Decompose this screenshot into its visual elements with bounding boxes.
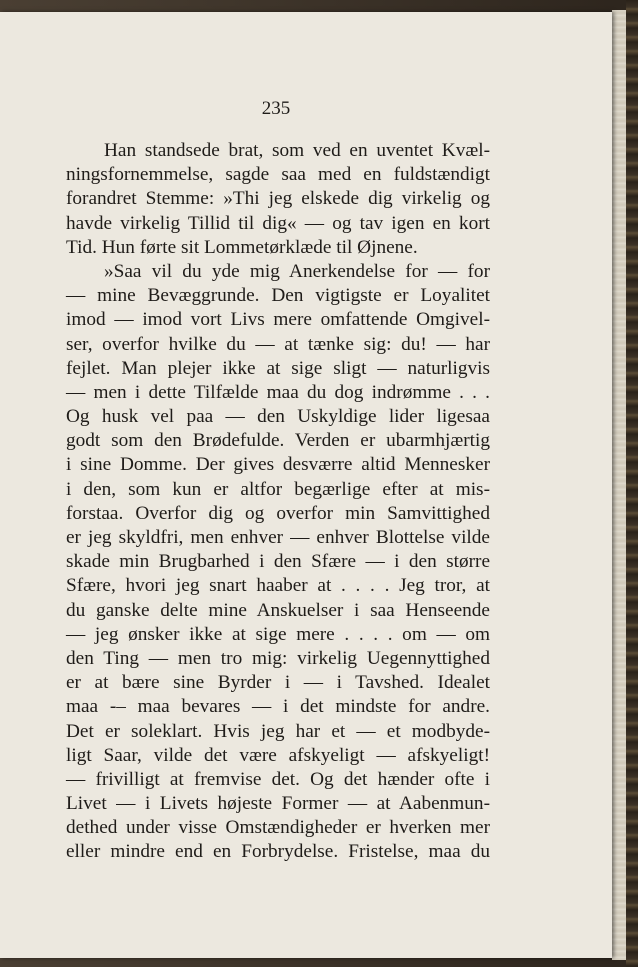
text-line: Livet — i Livets højeste Former — at Aabenmun- [66,793,490,815]
text-line: eller mindre end en Forbrydelse. Fristelse, maa du [66,841,490,863]
text-line: — jeg ønsker ikke at sige mere . . . . om — om [66,623,490,645]
text-line: imod — imod vort Livs mere omfattende Omgivel- [66,309,490,331]
text-line: Det er soleklart. Hvis jeg har et — et modbyde- [66,720,490,742]
text-line: Han standsede brat, som ved en uventet Kvæl- [104,140,490,161]
text-line: ningsfornemmelse, sagde saa med en fuldstændigt [66,164,490,186]
text-line: Sfære, hvori jeg snart haaber at . . . . Jeg tror, at [66,575,490,597]
text-line: du ganske delte mine Anskuelser i saa Henseende [66,599,490,621]
text-line: ser, overfor hvilke du — at tænke sig: du! — har [66,333,490,355]
page-stack-edge [612,10,626,960]
text-line: — mine Bevæggrunde. Den vigtigste er Loyalitet [66,285,490,307]
text-line: Og husk vel paa — den Uskyldige lider ligesaa [66,406,490,428]
body-text [66,139,490,865]
page-number: 235 [261,98,291,119]
text-line: — frivilligt at fremvise det. Og det hænder ofte i [66,768,490,790]
text-line: skade min Brugbarhed i den Sfære — i den større [66,551,490,573]
text-line: »Saa vil du yde mig Anerkendelse for — for [104,260,490,282]
text-line: havde virkelig Tillid til dig« — og tav igen en kort [66,212,490,234]
text-line: i den, som kun er altfor begærlige efter at mis- [66,478,490,500]
book-page [0,12,612,958]
text-line: fejlet. Man plejer ikke at sige sligt — naturligvis [66,357,490,379]
book-spine [626,0,638,967]
text-line: ligt Saar, vilde det være afskyeligt — afskyeligt! [66,744,490,766]
text-line: — men i dette Tilfælde maa du dog indrømme . . . [66,381,490,403]
text-line: er at bære sine Byrder i — i Tavshed. Idealet [66,672,490,694]
text-line: forandret Stemme: »Thi jeg elskede dig virkelig og [66,188,490,210]
text-line: Tid. Hun førte sit Lommetørklæde til Øjnene. [66,236,418,258]
text-line: i sine Domme. Der gives desværre altid Mennesker [66,454,490,476]
text-line: forstaa. Overfor dig og overfor min Samvittighed [66,502,490,524]
text-line: er jeg skyldfri, men enhver — enhver Blottelse vilde [66,527,490,548]
text-line: dethed under visse Omstændigheder er hverken mer [66,817,490,839]
text-line: den Ting — men tro mig: virkelig Uegennyttighed [66,647,490,669]
text-line: godt som den Brødefulde. Verden er ubarmhjærtig [66,430,490,452]
text-line: maa -– maa bevares — i det mindste for andre. [66,696,490,718]
